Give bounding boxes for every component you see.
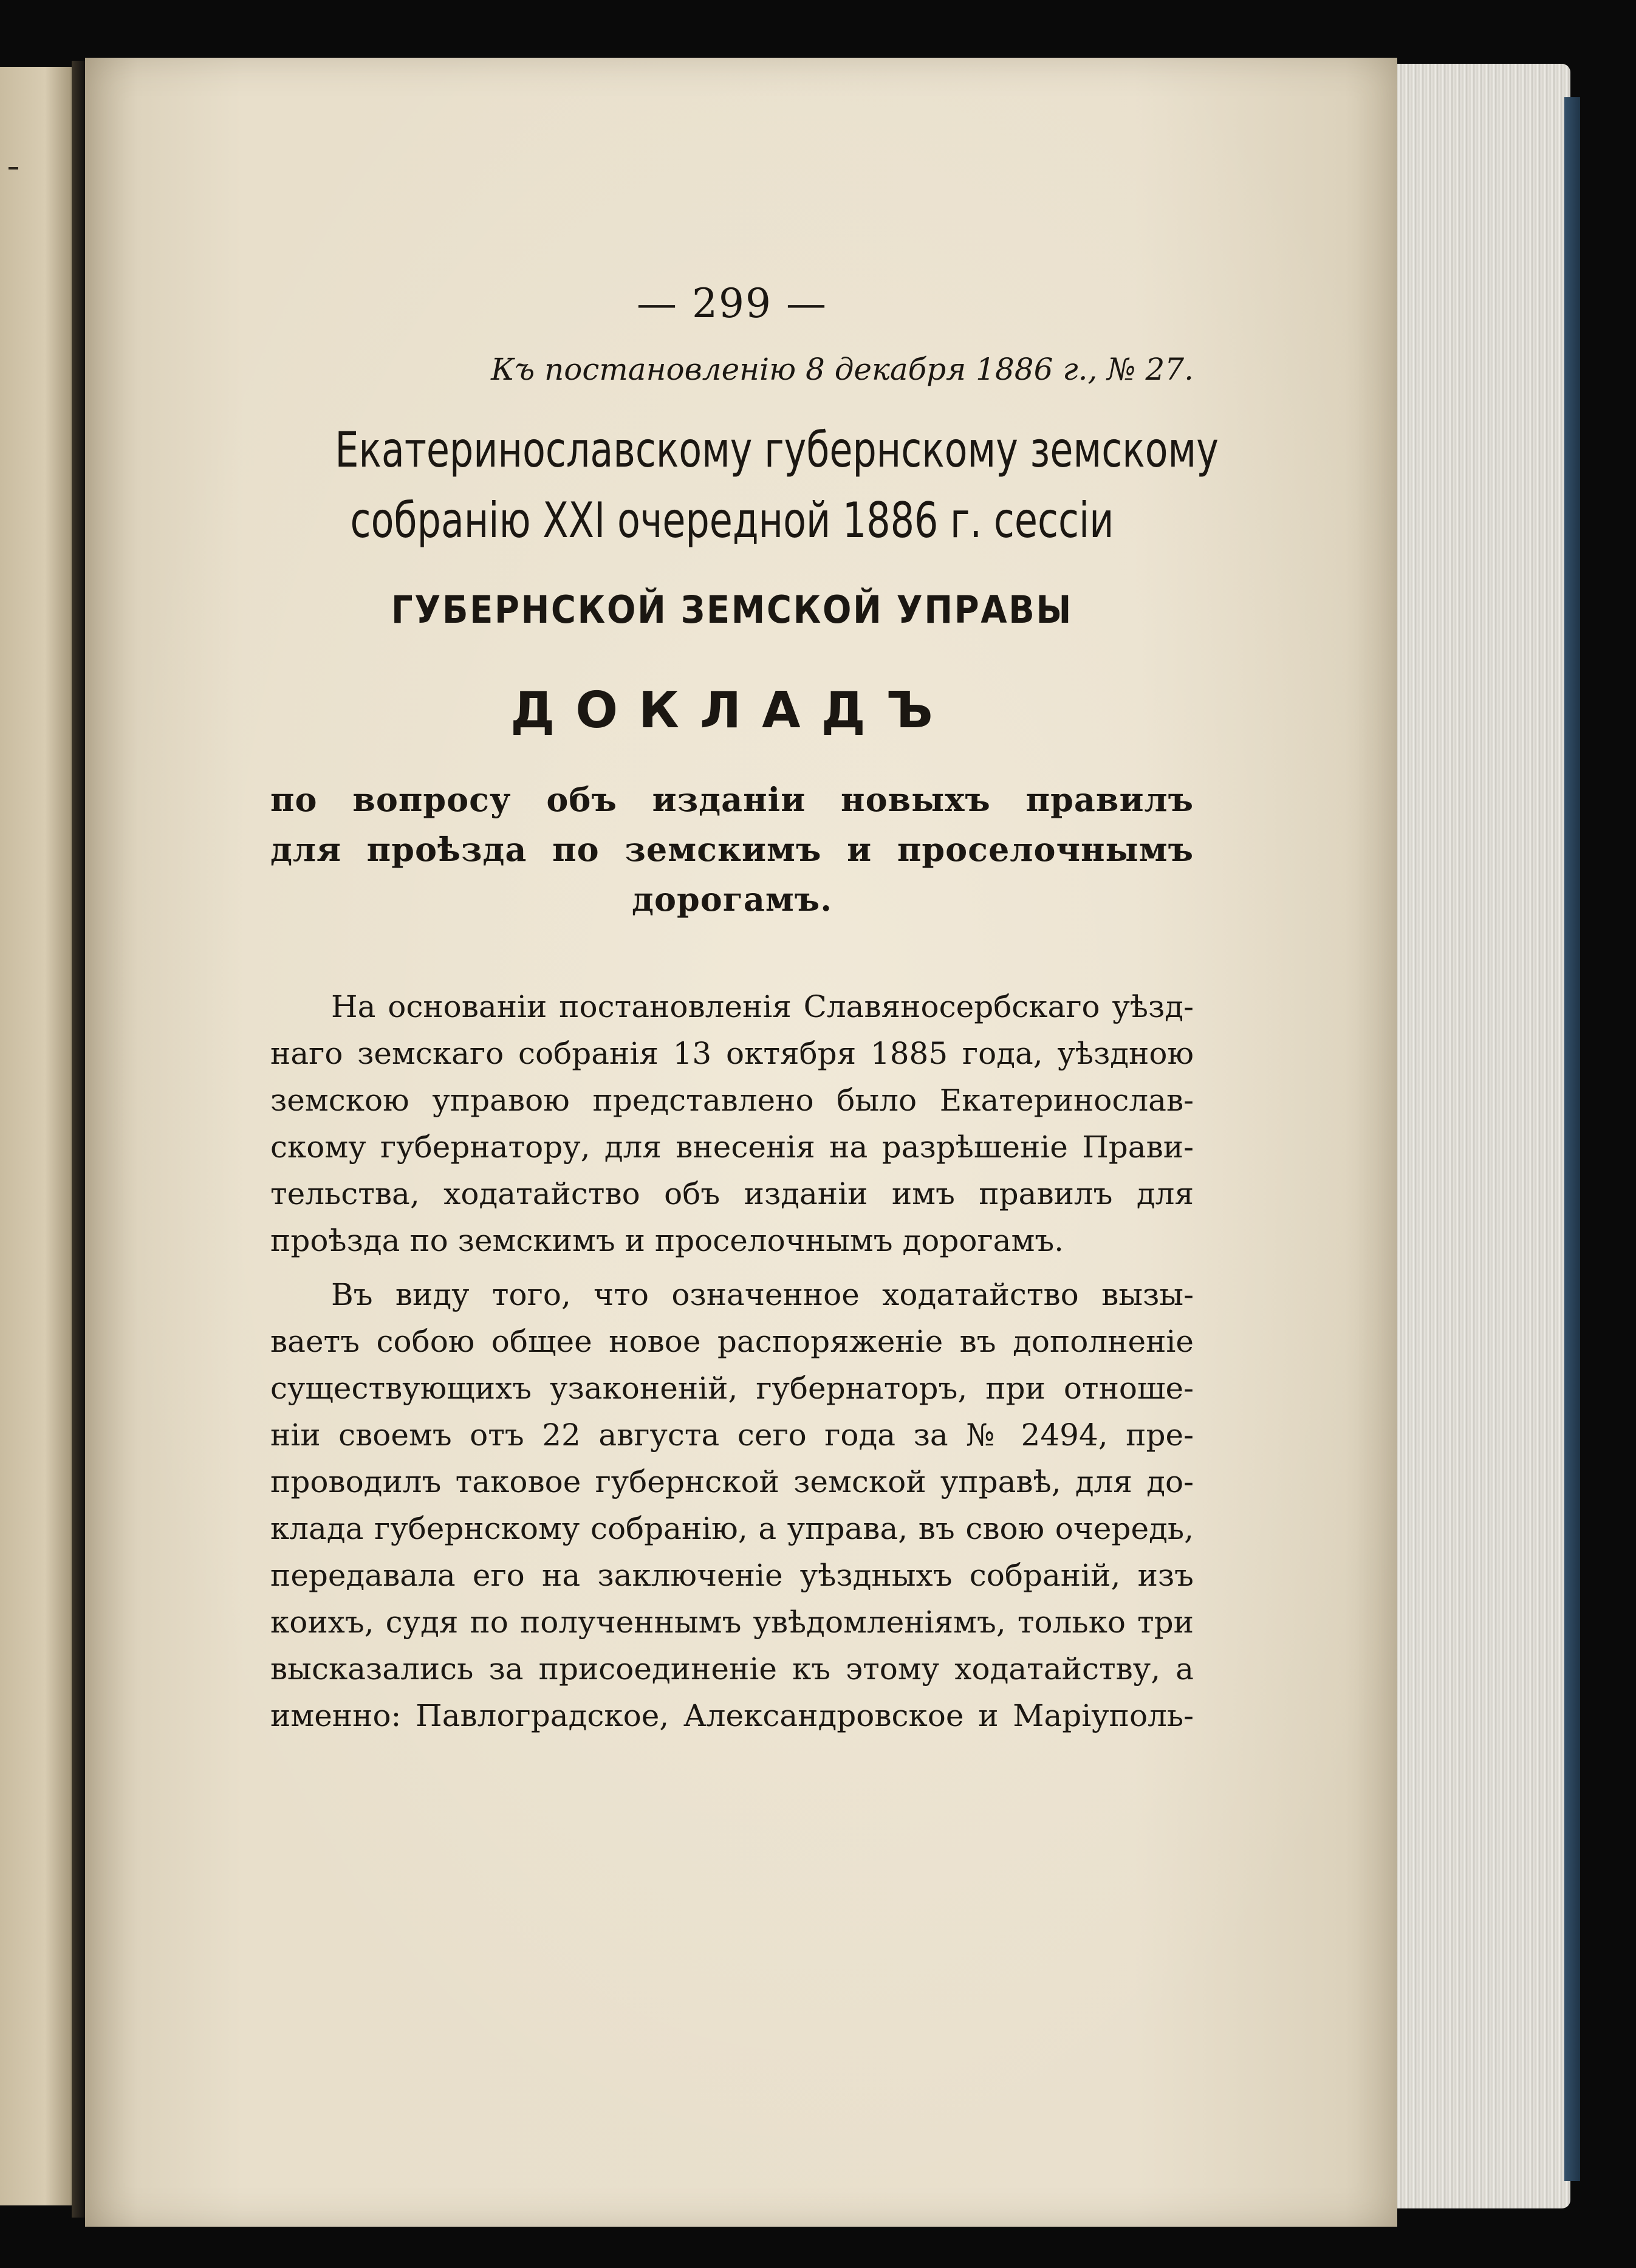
text-line: скому губернатору, для внесенія на разрѣшеніе Прави- xyxy=(270,1129,1194,1165)
subject-line: дорогамъ. xyxy=(632,880,832,919)
text-line: тельства, ходатайство объ изданіи имъ правилъ для xyxy=(270,1176,1194,1211)
resolution-reference: Къ постановленію 8 декабря 1886 г., № 27. xyxy=(491,352,1194,387)
addressee-line: собранію XXI очередной 1886 г. сессіи xyxy=(350,492,1114,549)
addressee-heading xyxy=(335,415,1219,556)
text-line: ваетъ собою общее новое распоряженіе въ дополненіе xyxy=(270,1324,1194,1359)
text-line: проводилъ таковое губернской земской управѣ, для до- xyxy=(270,1464,1194,1499)
report-subject xyxy=(270,775,1194,924)
addressee-line: Екатеринославскому губернскому земскому xyxy=(335,422,1219,478)
text-line: коихъ, судя по полученнымъ увѣдомленіямъ, только три xyxy=(270,1605,1194,1640)
text-line: наго земскаго собранія 13 октября 1885 года, уѣздною xyxy=(270,1036,1194,1071)
text-line: ніи своемъ отъ 22 августа сего года за № 2494, пре- xyxy=(270,1417,1194,1453)
text-line: высказались за присоединеніе къ этому ходатайству, а xyxy=(270,1651,1194,1687)
subject-line: для проѣзда по земскимъ и проселочнымъ xyxy=(270,830,1194,869)
book-cover-edge xyxy=(1564,97,1580,2181)
subject-line: по вопросу объ изданіи новыхъ правилъ xyxy=(270,780,1194,819)
page-edges xyxy=(1388,64,1570,2208)
document-type-heading: ДОКЛАДЪ xyxy=(510,682,954,739)
board-heading: ГУБЕРНСКОЙ ЗЕМСКОЙ УПРАВЫ xyxy=(391,588,1073,632)
text-line: именно: Павлоградское, Александровское и Маріуполь- xyxy=(270,1698,1194,1733)
page-number: — 299 — xyxy=(637,280,827,327)
body-paragraph xyxy=(270,984,1194,1264)
page-text xyxy=(270,276,1219,1747)
left-page-edge xyxy=(0,67,82,2205)
text-line: На основаніи постановленія Славяносербскаго уѣзд- xyxy=(331,989,1194,1024)
text-line: существующихъ узаконеній, губернаторъ, при отноше- xyxy=(270,1371,1194,1406)
text-line: передавала его на заключеніе уѣздныхъ собраній, изъ xyxy=(270,1558,1194,1593)
body-paragraph xyxy=(270,1272,1194,1739)
text-line: Въ виду того, что означенное ходатайство вызы- xyxy=(331,1277,1194,1312)
text-line: проѣзда по земскимъ и проселочнымъ дорогамъ. xyxy=(270,1223,1064,1258)
text-line: клада губернскому собранію, а управа, въ свою очередь, xyxy=(270,1511,1194,1546)
text-line: земскою управою представлено было Екатеринослав- xyxy=(270,1083,1194,1118)
margin-mark xyxy=(9,167,18,170)
